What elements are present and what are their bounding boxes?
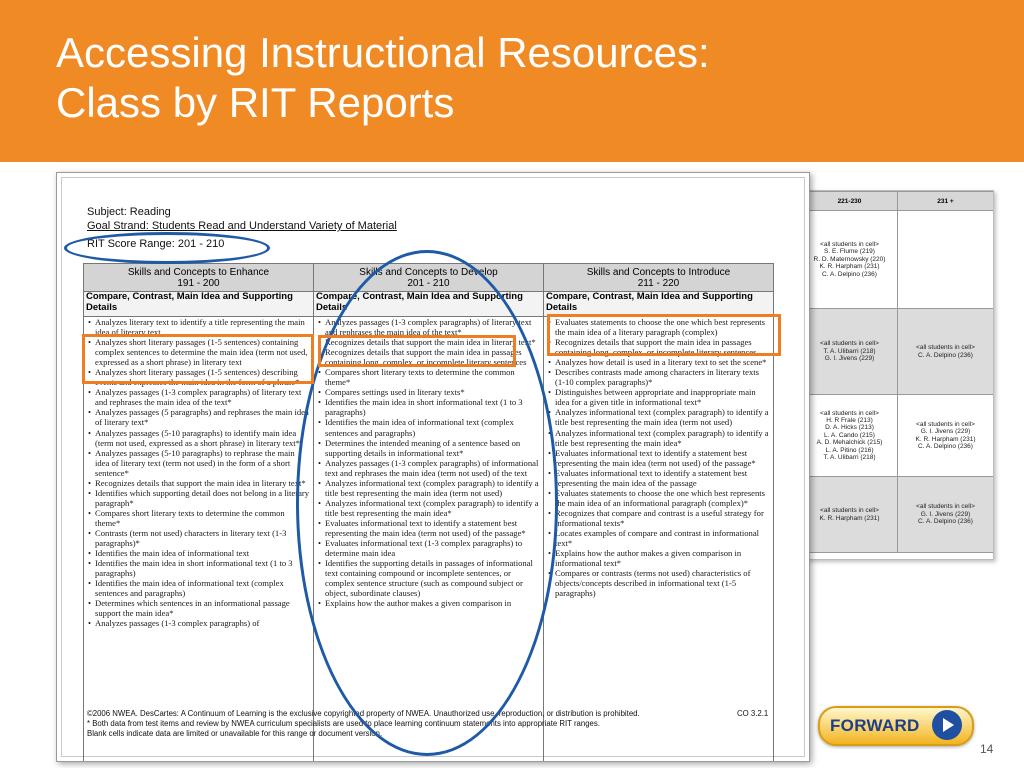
skill-item: • Analyzes passages (1-3 complex paragraphs) of literary text and rephrases the main idea of the text* (325, 317, 540, 337)
skill-item: • Identifies the main idea of informational text (95, 548, 310, 558)
skill-item: • Analyzes informational text (complex paragraph) to identify a title best representing the main idea (term not used) (325, 478, 540, 498)
skill-item: • Evaluates informational text (1-3 complex paragraphs) to determine main idea (325, 538, 540, 558)
report-cell (898, 211, 994, 309)
report-cell (802, 477, 898, 553)
rit-score-range: RIT Score Range: 201 - 210 (87, 238, 225, 250)
slide-title (56, 28, 710, 128)
skill-item: • Compares short literary texts to determine the common theme* (95, 508, 310, 528)
skill-item: • Evaluates informational text to identify a statement best representing the main idea of the passage (555, 468, 770, 488)
skill-item: • Explains how the author makes a given comparison in informational text* (555, 548, 770, 568)
student-entry: C. A. Delpino (236) (918, 518, 973, 526)
skill-item: • Recognizes that compare and contrast is a useful strategy for informational texts* (555, 508, 770, 528)
skill-item: • Explains how the author makes a given comparison in (325, 598, 540, 608)
copyright-line: ©2006 NWEA. DesCartes: A Continuum of Learning is the exclusive copyrighted property of NWEA. Unauthorized use, reproduction, or distribution is prohibited. (87, 709, 640, 718)
skill-item: • Recognizes details that support the main idea in literary text* (325, 337, 540, 347)
report-cell (802, 211, 898, 309)
skill-item: • Identifies the main idea of informational text (complex sentences and paragraphs) (325, 417, 540, 437)
column-header-develop: Skills and Concepts to Develop 201 - 210 (314, 264, 544, 292)
student-entry: K. R. Harpham (231) (819, 263, 880, 271)
student-entry: T. A. Ulibarri (218) (823, 454, 876, 462)
student-entry: <all students in cell> (916, 420, 975, 428)
skill-item: • Analyzes passages (1-3 complex paragraphs) of literary text and rephrases the main idea of the text* (95, 387, 310, 407)
column-header-enhance: Skills and Concepts to Enhance 191 - 200 (84, 264, 314, 292)
report-cell (802, 309, 898, 395)
forward-label: FORWARD (830, 716, 920, 735)
student-entry: K. R. Harpham (231) (915, 435, 976, 443)
skill-item: • Analyzes passages (1-3 complex paragraphs) of (95, 618, 310, 628)
student-entry: S. E. Flume (219) (824, 248, 875, 256)
footnote-line: * Both data from test items and review by NWEA curriculum specialists are used to place learning continuum statements into appropriate RIT ranges. (87, 719, 600, 728)
skill-item: • Contrasts (term not used) characters in literary text (1-3 paragraphs)* (95, 528, 310, 548)
skill-item: • Analyzes passages (5-10 paragraphs) to identify main idea (term not used, expressed as a short phrase) in literary text* (95, 428, 310, 448)
skill-item: • Analyzes short literary passages (1-5 sentences) describing events and expresses the main idea in the form of a phrase* (95, 367, 310, 387)
goal-strand-line: Goal Strand: Students Read and Understand Variety of Material (87, 220, 397, 232)
student-entry: <all students in cell> (916, 503, 975, 511)
student-entry: C. A. Delpino (236) (918, 442, 973, 450)
report-cell (898, 477, 994, 553)
rit-range-highlight-ellipse (64, 232, 270, 264)
skill-item: • Identifies the supporting details in passages of informational text containing compound or incomplete sentences, or complex sentence structure (such as compound subject or object, subordinate clauses) (325, 558, 540, 598)
column-subhead: Compare, Contrast, Main Idea and Supporting Details (84, 292, 314, 317)
student-entry: L. A. Pitino (216) (825, 446, 874, 454)
document-code: CO 3.2.1 (737, 709, 769, 718)
column-subhead: Compare, Contrast, Main Idea and Supporting Details (314, 292, 544, 317)
student-entry: C. A. Delpino (236) (918, 351, 973, 359)
student-entry: <all students in cell> (820, 409, 879, 417)
skill-item: • Recognizes details that support the main idea in passages containing long, complex, or incomplete literary sentences (555, 337, 770, 357)
skill-item: • Analyzes passages (5 paragraphs) and rephrases the main idea of literary text* (95, 407, 310, 427)
column-subhead: Compare, Contrast, Main Idea and Supporting Details (544, 292, 774, 317)
student-entry: R. D. Maternowsky (220) (813, 255, 886, 263)
skill-item: • Compares settings used in literary texts* (325, 387, 540, 397)
student-entry: G. I. Jivens (229) (920, 428, 971, 436)
develop-item-highlight-box (318, 335, 516, 367)
skill-item: • Analyzes short literary passages (1-5 sentences) containing complex sentences to determine the main idea (term not used, expressed as a short phrase) in literary text (95, 337, 310, 367)
skill-item: • Recognizes details that support the main idea in literary text* (95, 478, 310, 488)
report-cell (802, 395, 898, 477)
forward-button[interactable] (818, 706, 974, 746)
student-entry: L. A. Cando (215) (824, 431, 875, 439)
introduce-column (544, 317, 774, 763)
student-entry: K. R. Harpham (231) (819, 514, 880, 522)
student-entry: <all students in cell> (820, 507, 879, 515)
subject-line: Subject: Reading (87, 206, 171, 218)
slide-title-line-1: Accessing Instructional Resources: (56, 29, 710, 76)
skill-item: • Analyzes informational text (complex paragraph) to identify a title best representing the main idea* (325, 498, 540, 518)
play-arrow-icon (932, 710, 962, 740)
student-entry: G. I. Jivens (229) (920, 510, 971, 518)
page-number: 14 (980, 742, 994, 756)
slide-title-line-2: Class by RIT Reports (56, 79, 455, 126)
skill-item: • Identifies the main idea in short informational text (1 to 3 paragraphs) (325, 397, 540, 417)
skill-item: • Compares or contrasts (terms not used) characteristics of objects/concepts described in informational text (1-5 paragraphs) (555, 568, 770, 598)
skill-item: • Analyzes passages (5-10 paragraphs) to rephrase the main idea of literary text (term not used) in the form of a short sentence* (95, 448, 310, 478)
report-col-header: 221-230 (802, 192, 898, 211)
report-cell (898, 309, 994, 395)
skill-item: • Evaluates statements to choose the one which best represents the main idea of a literary paragraph (complex) (555, 317, 770, 337)
skill-item: • Analyzes informational text (complex paragraph) to identify a title best representing the main idea (term not used) (555, 407, 770, 427)
skill-item: • Identifies which supporting detail does not belong in a literary paragraph* (95, 488, 310, 508)
skill-item: • Distinguishes between appropriate and inappropriate main idea for a given title in informational text* (555, 387, 770, 407)
skill-item: • Recognizes details that support the main idea in passages containing long, complex, or incomplete literary sentences (325, 347, 540, 367)
skill-item: • Evaluates statements to choose the one which best represents the main idea of an informational paragraph (complex)* (555, 488, 770, 508)
skill-item: • Evaluates informational text to identify a statement best representing the main idea (term not used) of the passage* (325, 518, 540, 538)
skill-item: • Evaluates informational text to identify a statement best representing the main idea (term not used) of the passage* (555, 448, 770, 468)
student-entry: <all students in cell> (916, 344, 975, 352)
skill-item: • Identifies the main idea of informational text (complex sentences and paragraphs) (95, 578, 310, 598)
class-by-rit-report-table (800, 190, 994, 560)
student-entry: T. A. Ulibarri (218) (823, 347, 876, 355)
skill-item: • Describes contrasts made among characters in literary texts (1-10 complex paragraphs)* (555, 367, 770, 387)
skill-item: • Determines the intended meaning of a sentence based on supporting details in informational text* (325, 438, 540, 458)
student-entry: D. A. Hicks (213) (825, 424, 874, 432)
student-entry: A. D. Mehalchick (215) (816, 439, 883, 447)
skill-item: • Analyzes literary text to identify a title representing the main idea of literary text (95, 317, 310, 337)
student-entry: C. A. Delpino (236) (822, 270, 877, 278)
blank-cells-note: Blank cells indicate data are limited or unavailable for this range or document version. (87, 729, 383, 738)
skill-item: • Analyzes passages (1-3 complex paragraphs) of informational text and rephrases the main idea (term not used) of the text (325, 458, 540, 478)
student-entry: <all students in cell> (820, 240, 879, 248)
skill-item: • Locates examples of compare and contrast in informational text* (555, 528, 770, 548)
student-entry: G. I. Jivens (229) (824, 355, 875, 363)
enhance-item-highlight-box (82, 334, 314, 384)
develop-column-highlight-ellipse (296, 250, 558, 756)
student-entry: <all students in cell> (820, 340, 879, 348)
skill-item: • Analyzes how detail is used in a literary text to set the scene* (555, 357, 770, 367)
skill-item: • Compares short literary texts to determine the common theme* (325, 367, 540, 387)
title-banner (0, 0, 1024, 162)
introduce-item-highlight-box (547, 314, 781, 356)
student-entry: H. R Frale (213) (826, 416, 873, 424)
skill-item: • Analyzes informational text (complex paragraph) to identify a title best representing the main idea* (555, 428, 770, 448)
report-col-header: 231 + (898, 192, 994, 211)
skill-item: • Identifies the main idea in short informational text (1 to 3 paragraphs) (95, 558, 310, 578)
skill-item: • Determines which sentences in an informational passage support the main idea* (95, 598, 310, 618)
report-cell (898, 395, 994, 477)
column-header-introduce: Skills and Concepts to Introduce 211 - 220 (544, 264, 774, 292)
